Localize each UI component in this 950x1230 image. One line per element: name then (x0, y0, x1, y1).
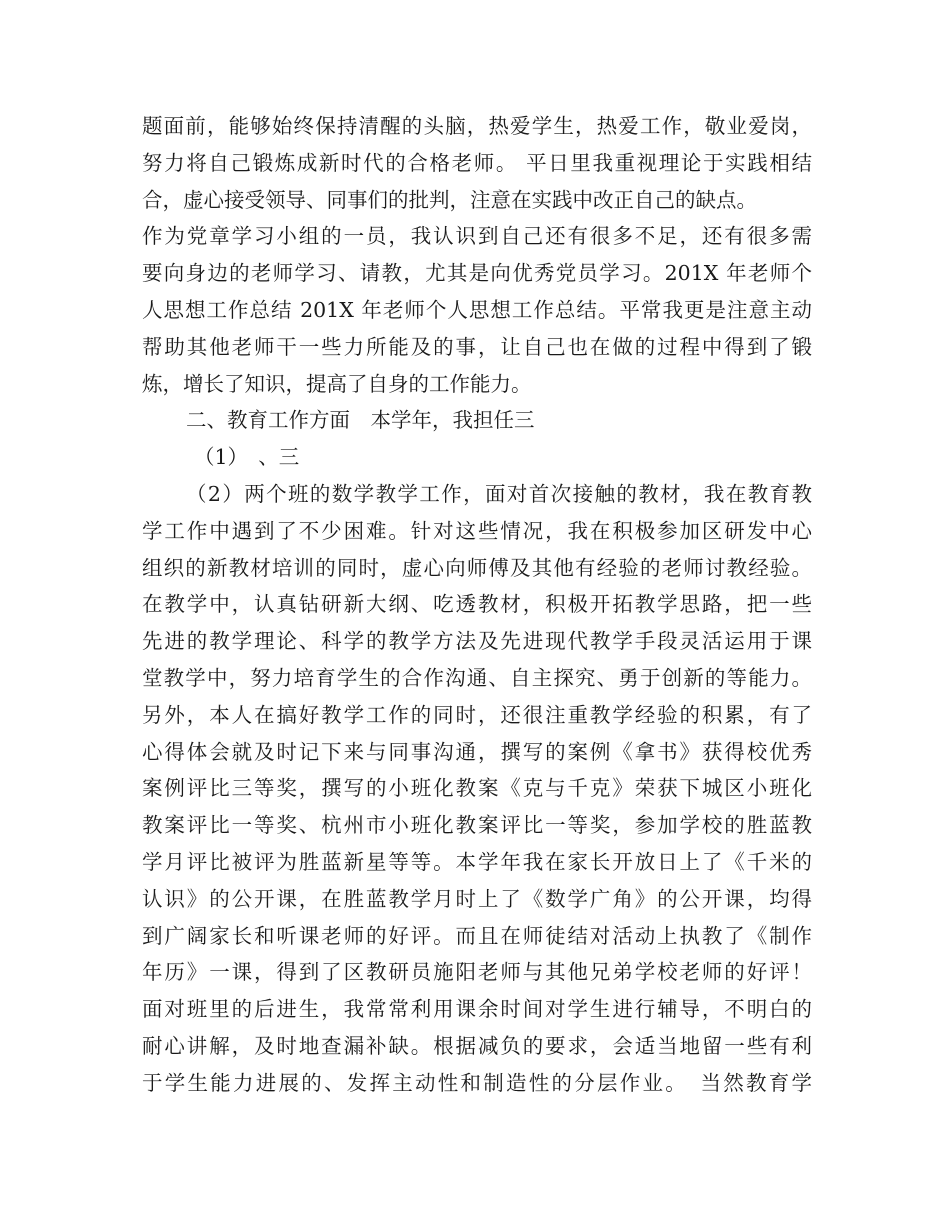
text-line: 题面前，能够始终保持清醒的头脑，热爱学生，热爱工作，敬业爱岗， (142, 114, 812, 138)
text-line: 心得体会就及时记下来与同事沟通，撰写的案例《拿书》获得校优秀 (142, 739, 812, 764)
text-line: 先进的教学理论、科学的教学方法及先进现代教学手段灵活运用于课 (142, 629, 812, 654)
text-line: 耐心讲解，及时地查漏补缺。根据减负的要求，会适当地留一些有利 (142, 1033, 812, 1058)
text-line: 炼，增长了知识，提高了自身的工作能力。 (142, 371, 532, 396)
text-line: 另外，本人在搞好教学工作的同时，还很注重教学经验的积累，有了 (142, 702, 812, 727)
body-text (142, 108, 812, 1102)
text-line: 在教学中，认真钻研新大纲、吃透教材，积极开拓教学思路，把一些 (142, 592, 812, 617)
text-line: 组织的新教材培训的同时，虚心向师傅及其他有经验的老师讨教经验。 (142, 555, 812, 580)
text-line: 认识》的公开课，在胜蓝教学月时上了《数学广角》的公开课，均得 (142, 886, 812, 911)
text-line: 合，虚心接受领导、同事们的批判，注意在实践中改正自己的缺点。 (142, 187, 757, 212)
section-heading-line: 二、教育工作方面 本学年，我担任三 (186, 408, 535, 433)
text-line: 案例评比三等奖，撰写的小班化教案《克与千克》荣获下城区小班化 (142, 776, 812, 801)
list-marker-line: （1） 、三 (194, 445, 300, 470)
text-line: （2）两个班的数学教学工作，面对首次接触的教材，我在教育教 (186, 481, 812, 506)
text-line: 努力将自己锻炼成新时代的合格老师。 平日里我重视理论于实践相结 (142, 150, 812, 175)
text-line: 教案评比一等奖、杭州市小班化教案评比一等奖，参加学校的胜蓝教 (142, 813, 812, 838)
text-line: 面对班里的后进生，我常常利用课余时间对学生进行辅导，不明白的 (142, 997, 812, 1022)
text-line: 于学生能力进展的、发挥主动性和制造性的分层作业。 当然教育学 (142, 1070, 812, 1095)
text-line: 要向身边的老师学习、请教，尤其是向优秀党员学习。201X 年老师个 (142, 261, 812, 286)
text-line: 到广阔家长和听课老师的好评。而且在师徒结对活动上执教了《制作 (142, 923, 812, 948)
text-line: 学工作中遇到了不少困难。针对这些情况，我在积极参加区研发中心 (142, 518, 812, 543)
text-line: 堂教学中，努力培育学生的合作沟通、自主探究、勇于创新的等能力。 (142, 665, 812, 690)
text-line: 作为党章学习小组的一员，我认识到自己还有很多不足，还有很多需 (142, 224, 812, 249)
text-line: 年历》一课，得到了区教研员施阳老师与其他兄弟学校老师的好评！ (142, 960, 812, 985)
text-line: 学月评比被评为胜蓝新星等等。本学年我在家长开放日上了《千米的 (142, 849, 812, 874)
text-line: 人思想工作总结 201X 年老师个人思想工作总结。平常我更是注意主动 (142, 297, 812, 322)
text-line: 帮助其他老师干一些力所能及的事，让自己也在做的过程中得到了锻 (142, 334, 812, 359)
